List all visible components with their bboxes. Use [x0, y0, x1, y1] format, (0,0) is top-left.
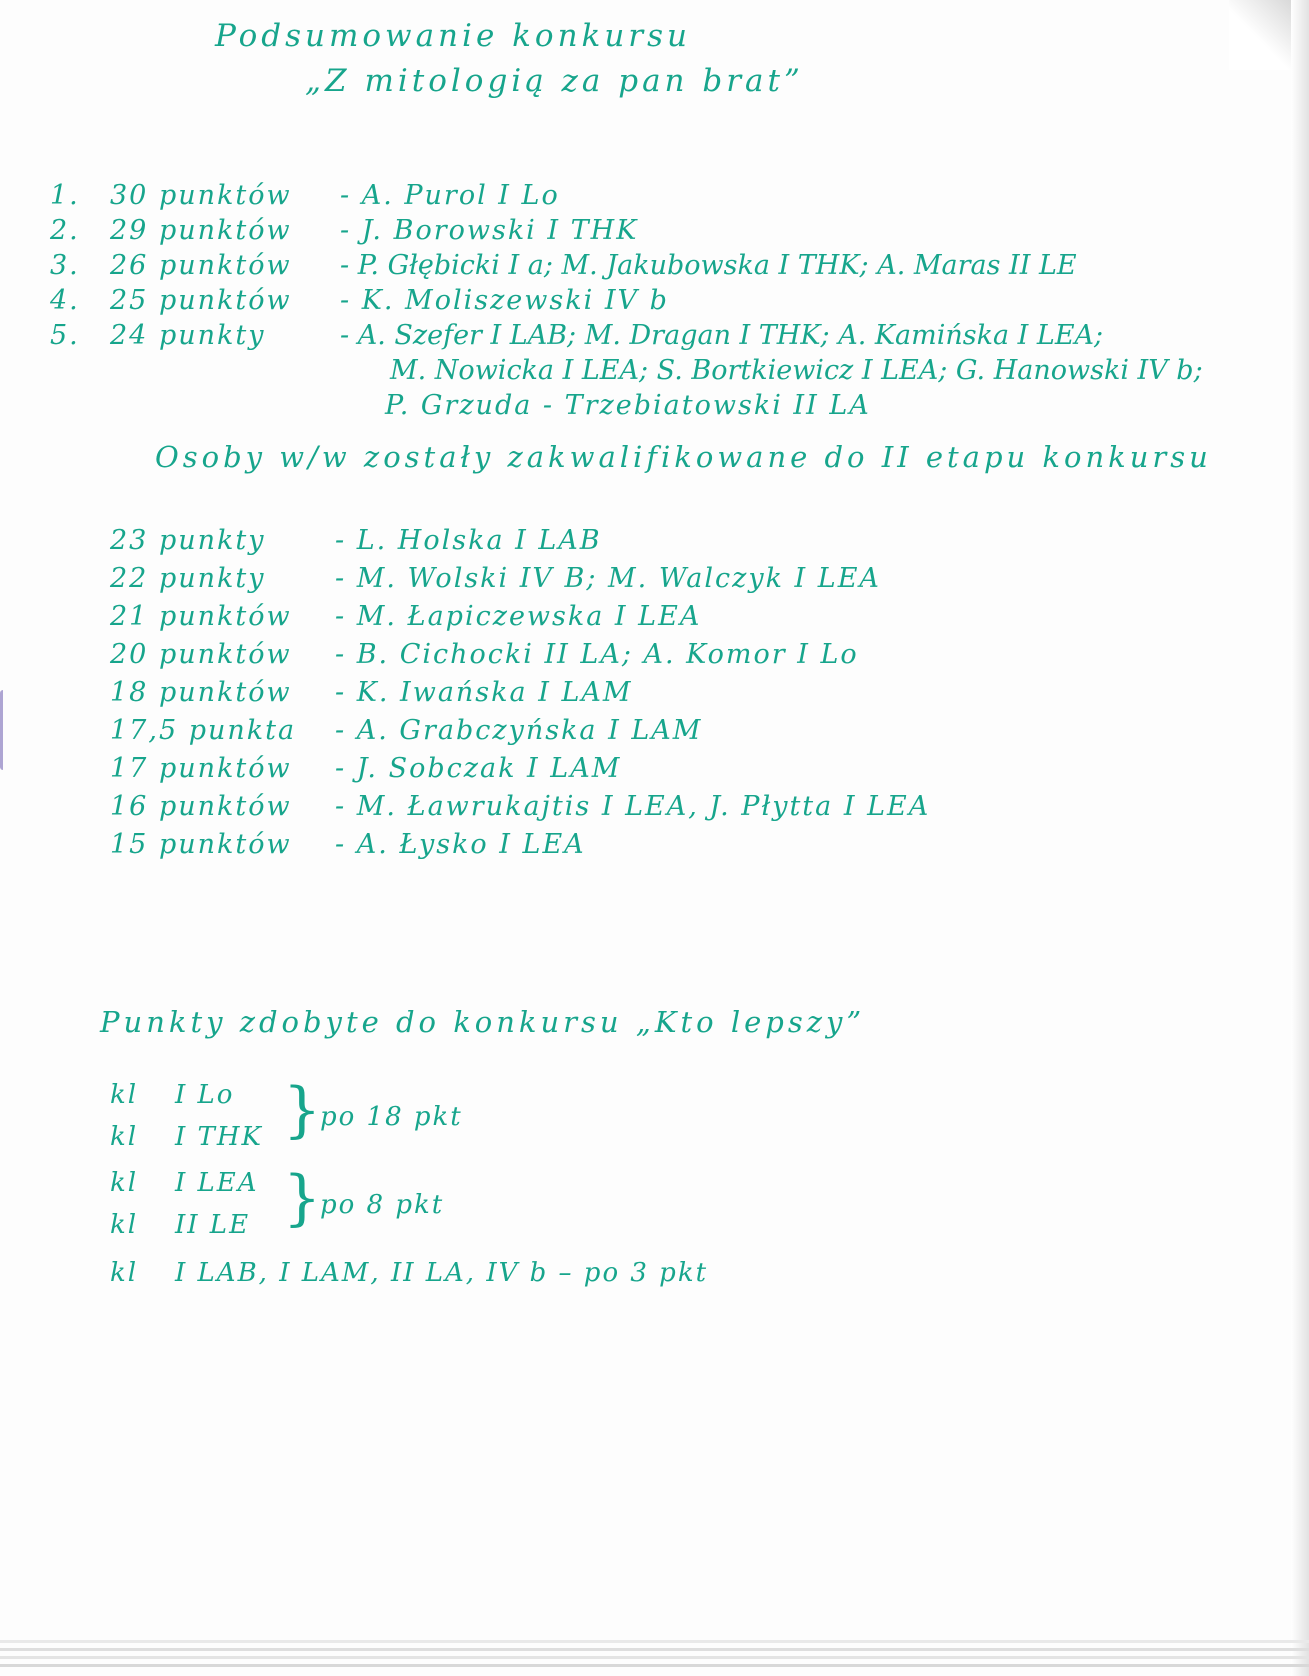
result-points: 23 punkty: [110, 525, 266, 556]
class-row-last: [110, 1258, 708, 1288]
class-prefix: kl: [110, 1168, 139, 1198]
page-edge: [0, 1640, 1309, 1643]
page-right-edge: [1291, 0, 1309, 1676]
result-names: - J. Sobczak I LAM: [335, 753, 622, 784]
result-names: - A. Łysko I LEA: [335, 829, 586, 860]
result-points: 15 punktów: [110, 829, 292, 860]
result-row: [110, 715, 702, 746]
ranking-row-1: [50, 180, 560, 211]
group-points-second: po 8 pkt: [320, 1190, 445, 1220]
class-prefix: kl: [110, 1258, 139, 1288]
ranking-number: 4.: [50, 285, 80, 316]
class-name: I THK: [175, 1122, 263, 1152]
class-name: I Lo: [175, 1080, 235, 1110]
page-edge: [0, 1664, 1309, 1667]
result-row: [110, 601, 701, 632]
ranking-row-5-continued: M. Nowicka I LEA; S. Bortkiewicz I LEA; G. Hanowski IV b;: [390, 355, 1203, 386]
ranking-number: 1.: [50, 180, 80, 211]
page-edge: [0, 1648, 1309, 1651]
ranking-names: - A. Purol I Lo: [340, 180, 560, 211]
result-points: 21 punktów: [110, 601, 292, 632]
brace-icon: }: [283, 1163, 322, 1233]
result-row: [110, 563, 881, 594]
ranking-points: 24 punkty: [110, 320, 266, 351]
ranking-names: - P. Głębicki I a; M. Jakubowska I THK; A. Maras II LE: [340, 250, 1077, 281]
result-names: - A. Grabczyńska I LAM: [335, 715, 703, 746]
result-names: - K. Iwańska I LAM: [335, 677, 633, 708]
qualified-heading: Osoby w/w zostały zakwalifikowane do II etapu konkursu: [155, 440, 1212, 474]
class-prefix: kl: [110, 1122, 139, 1152]
result-points: 16 punktów: [110, 791, 292, 822]
result-points: 20 punktów: [110, 639, 292, 670]
result-names: - L. Holska I LAB: [335, 525, 602, 556]
contest-heading: Punkty zdobyte do konkursu „Kto lepszy”: [100, 1005, 866, 1039]
ranking-row-3: [50, 250, 1077, 281]
result-row: [110, 639, 859, 670]
ranking-row-5-continued-2: P. Grzuda - Trzebiatowski II LA: [385, 390, 871, 421]
class-row: [110, 1122, 263, 1152]
ranking-points: 25 punktów: [110, 285, 292, 316]
ranking-points: 30 punktów: [110, 180, 292, 211]
title-line-1: Podsumowanie konkursu: [215, 18, 691, 54]
class-prefix: kl: [110, 1080, 139, 1110]
ranking-number: 2.: [50, 215, 80, 246]
result-names: - M. Ławrukajtis I LEA, J. Płytta I LEA: [335, 791, 931, 822]
class-name: I LEA: [175, 1168, 259, 1198]
ranking-row-2: [50, 215, 638, 246]
brace-icon: }: [283, 1075, 322, 1145]
ranking-number: 5.: [50, 320, 80, 351]
class-row: [110, 1168, 259, 1198]
result-names: - B. Cichocki II LA; A. Komor I Lo: [335, 639, 859, 670]
class-prefix: kl: [110, 1210, 139, 1240]
result-points: 17 punktów: [110, 753, 292, 784]
result-points: 18 punktów: [110, 677, 292, 708]
ranking-points: 26 punktów: [110, 250, 292, 281]
ranking-row-5: [50, 320, 1103, 351]
result-points: 17,5 punkta: [110, 715, 297, 746]
group-points-first: po 18 pkt: [320, 1102, 463, 1132]
ranking-names: - K. Moliszewski IV b: [340, 285, 669, 316]
class-row: [110, 1210, 250, 1240]
result-row: [110, 753, 621, 784]
ranking-names: - J. Borowski I THK: [340, 215, 639, 246]
result-row: [110, 791, 930, 822]
ranking-points: 29 punktów: [110, 215, 292, 246]
result-row: [110, 677, 633, 708]
ranking-names: - A. Szefer I LAB; M. Dragan I THK; A. Kamińska I LEA;: [340, 320, 1104, 351]
class-row: [110, 1080, 234, 1110]
margin-mark: [0, 690, 9, 770]
result-points: 22 punkty: [110, 563, 266, 594]
result-row: [110, 829, 586, 860]
ranking-row-4: [50, 285, 669, 316]
title-line-2: „Z mitologią za pan brat”: [305, 63, 804, 99]
result-names: - M. Łapiczewska I LEA: [335, 601, 702, 632]
result-names: - M. Wolski IV B; M. Walczyk I LEA: [335, 563, 881, 594]
class-name: II LE: [175, 1210, 251, 1240]
page-edge: [0, 1656, 1309, 1659]
class-points-text: I LAB, I LAM, II LA, IV b – po 3 pkt: [175, 1258, 709, 1288]
ranking-number: 3.: [50, 250, 80, 281]
result-row: [110, 525, 602, 556]
